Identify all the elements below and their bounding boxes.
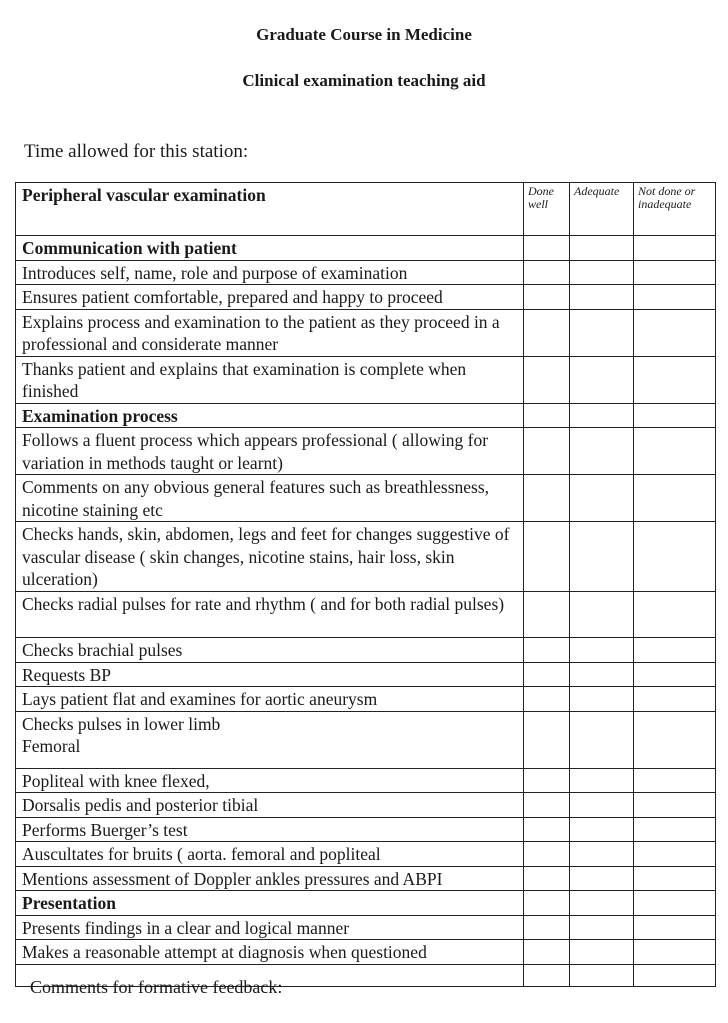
done-well-cell[interactable]	[524, 522, 570, 592]
done-well-cell[interactable]	[524, 915, 570, 940]
table-row	[16, 687, 716, 712]
adequate-cell[interactable]	[570, 940, 634, 965]
done-well-cell[interactable]	[524, 475, 570, 522]
table-row	[16, 711, 716, 768]
not-done-cell[interactable]	[634, 638, 716, 663]
criterion-text: Follows a fluent process which appears professional ( allowing for variation in methods taught or learnt)	[16, 428, 524, 475]
done-well-cell[interactable]	[524, 285, 570, 310]
table-row	[16, 866, 716, 891]
column-header-adequate: Adequate	[570, 183, 634, 236]
adequate-cell[interactable]	[570, 428, 634, 475]
table-row	[16, 356, 716, 403]
adequate-cell[interactable]	[570, 475, 634, 522]
section-heading: Presentation	[16, 891, 524, 916]
done-well-cell[interactable]	[524, 662, 570, 687]
done-well-cell[interactable]	[524, 687, 570, 712]
adequate-cell[interactable]	[570, 236, 634, 261]
table-row	[16, 915, 716, 940]
table-row	[16, 662, 716, 687]
adequate-cell[interactable]	[570, 842, 634, 867]
done-well-cell[interactable]	[524, 260, 570, 285]
not-done-cell[interactable]	[634, 428, 716, 475]
done-well-cell[interactable]	[524, 817, 570, 842]
not-done-cell[interactable]	[634, 592, 716, 638]
not-done-cell[interactable]	[634, 662, 716, 687]
done-well-cell[interactable]	[524, 866, 570, 891]
table-row	[16, 940, 716, 965]
comments-label: Comments for formative feedback:	[30, 977, 283, 997]
done-well-cell[interactable]	[524, 964, 570, 986]
done-well-cell[interactable]	[524, 793, 570, 818]
section-row	[16, 403, 716, 428]
section-heading: Communication with patient	[16, 236, 524, 261]
done-well-cell[interactable]	[524, 236, 570, 261]
criterion-text: Checks brachial pulses	[16, 638, 524, 663]
done-well-cell[interactable]	[524, 309, 570, 356]
column-header-done-well: Done well	[524, 183, 570, 236]
adequate-cell[interactable]	[570, 662, 634, 687]
criterion-text: Popliteal with knee flexed,	[16, 768, 524, 793]
section-row	[16, 236, 716, 261]
examination-checklist-table	[15, 182, 716, 987]
not-done-cell[interactable]	[634, 475, 716, 522]
adequate-cell[interactable]	[570, 638, 634, 663]
criterion-text: Lays patient flat and examines for aortic aneurysm	[16, 687, 524, 712]
criterion-text: Thanks patient and explains that examination is complete when finished	[16, 356, 524, 403]
done-well-cell[interactable]	[524, 891, 570, 916]
table-row	[16, 428, 716, 475]
table-row	[16, 260, 716, 285]
not-done-cell[interactable]	[634, 403, 716, 428]
table-row	[16, 475, 716, 522]
criterion-text: Comments on any obvious general features such as breathlessness, nicotine staining etc	[16, 475, 524, 522]
criterion-text: Checks radial pulses for rate and rhythm ( and for both radial pulses)	[16, 592, 524, 638]
not-done-cell[interactable]	[634, 817, 716, 842]
criterion-text: Checks pulses in lower limb Femoral	[16, 711, 524, 768]
column-header-not-done: Not done or inadequate	[634, 183, 716, 236]
table-row	[16, 638, 716, 663]
adequate-cell[interactable]	[570, 285, 634, 310]
not-done-cell[interactable]	[634, 768, 716, 793]
not-done-cell[interactable]	[634, 915, 716, 940]
not-done-cell[interactable]	[634, 940, 716, 965]
adequate-cell[interactable]	[570, 592, 634, 638]
criterion-text: Performs Buerger’s test	[16, 817, 524, 842]
not-done-cell[interactable]	[634, 522, 716, 592]
not-done-cell[interactable]	[634, 964, 716, 986]
not-done-cell[interactable]	[634, 842, 716, 867]
table-row	[16, 793, 716, 818]
adequate-cell[interactable]	[570, 915, 634, 940]
adequate-cell[interactable]	[570, 522, 634, 592]
document-title: Graduate Course in Medicine	[256, 25, 472, 44]
checklist-title: Peripheral vascular examination	[16, 183, 524, 236]
adequate-cell[interactable]	[570, 817, 634, 842]
table-row	[16, 285, 716, 310]
table-row	[16, 842, 716, 867]
criterion-text: Requests BP	[16, 662, 524, 687]
not-done-cell[interactable]	[634, 236, 716, 261]
criterion-text: Explains process and examination to the patient as they proceed in a professional and considerate manner	[16, 309, 524, 356]
not-done-cell[interactable]	[634, 356, 716, 403]
table-row	[16, 817, 716, 842]
adequate-cell[interactable]	[570, 964, 634, 986]
criterion-text: Makes a reasonable attempt at diagnosis when questioned	[16, 940, 524, 965]
not-done-cell[interactable]	[634, 309, 716, 356]
adequate-cell[interactable]	[570, 793, 634, 818]
adequate-cell[interactable]	[570, 309, 634, 356]
not-done-cell[interactable]	[634, 260, 716, 285]
not-done-cell[interactable]	[634, 866, 716, 891]
criterion-text: Auscultates for bruits ( aorta. femoral and popliteal	[16, 842, 524, 867]
adequate-cell[interactable]	[570, 403, 634, 428]
done-well-cell[interactable]	[524, 592, 570, 638]
adequate-cell[interactable]	[570, 866, 634, 891]
adequate-cell[interactable]	[570, 260, 634, 285]
not-done-cell[interactable]	[634, 711, 716, 768]
criterion-text: Ensures patient comfortable, prepared and happy to proceed	[16, 285, 524, 310]
done-well-cell[interactable]	[524, 842, 570, 867]
done-well-cell[interactable]	[524, 638, 570, 663]
done-well-cell[interactable]	[524, 428, 570, 475]
adequate-cell[interactable]	[570, 891, 634, 916]
criterion-text: Checks hands, skin, abdomen, legs and feet for changes suggestive of vascular disease ( skin changes, nicotine stains, hair loss, skin ulceration)	[16, 522, 524, 592]
document-subtitle: Clinical examination teaching aid	[242, 71, 486, 90]
adequate-cell[interactable]	[570, 687, 634, 712]
criterion-text: Introduces self, name, role and purpose of examination	[16, 260, 524, 285]
criterion-text: Mentions assessment of Doppler ankles pressures and ABPI	[16, 866, 524, 891]
table-row	[16, 522, 716, 592]
section-row	[16, 891, 716, 916]
table-header-row	[16, 183, 716, 236]
done-well-cell[interactable]	[524, 356, 570, 403]
criterion-text: Dorsalis pedis and posterior tibial	[16, 793, 524, 818]
done-well-cell[interactable]	[524, 403, 570, 428]
time-allowed-label: Time allowed for this station:	[24, 141, 249, 162]
done-well-cell[interactable]	[524, 711, 570, 768]
adequate-cell[interactable]	[570, 768, 634, 793]
table-row	[16, 309, 716, 356]
not-done-cell[interactable]	[634, 687, 716, 712]
done-well-cell[interactable]	[524, 940, 570, 965]
table-row	[16, 768, 716, 793]
done-well-cell[interactable]	[524, 768, 570, 793]
not-done-cell[interactable]	[634, 793, 716, 818]
not-done-cell[interactable]	[634, 285, 716, 310]
adequate-cell[interactable]	[570, 711, 634, 768]
table-row	[16, 592, 716, 638]
criterion-text: Presents findings in a clear and logical manner	[16, 915, 524, 940]
section-heading: Examination process	[16, 403, 524, 428]
adequate-cell[interactable]	[570, 356, 634, 403]
not-done-cell[interactable]	[634, 891, 716, 916]
